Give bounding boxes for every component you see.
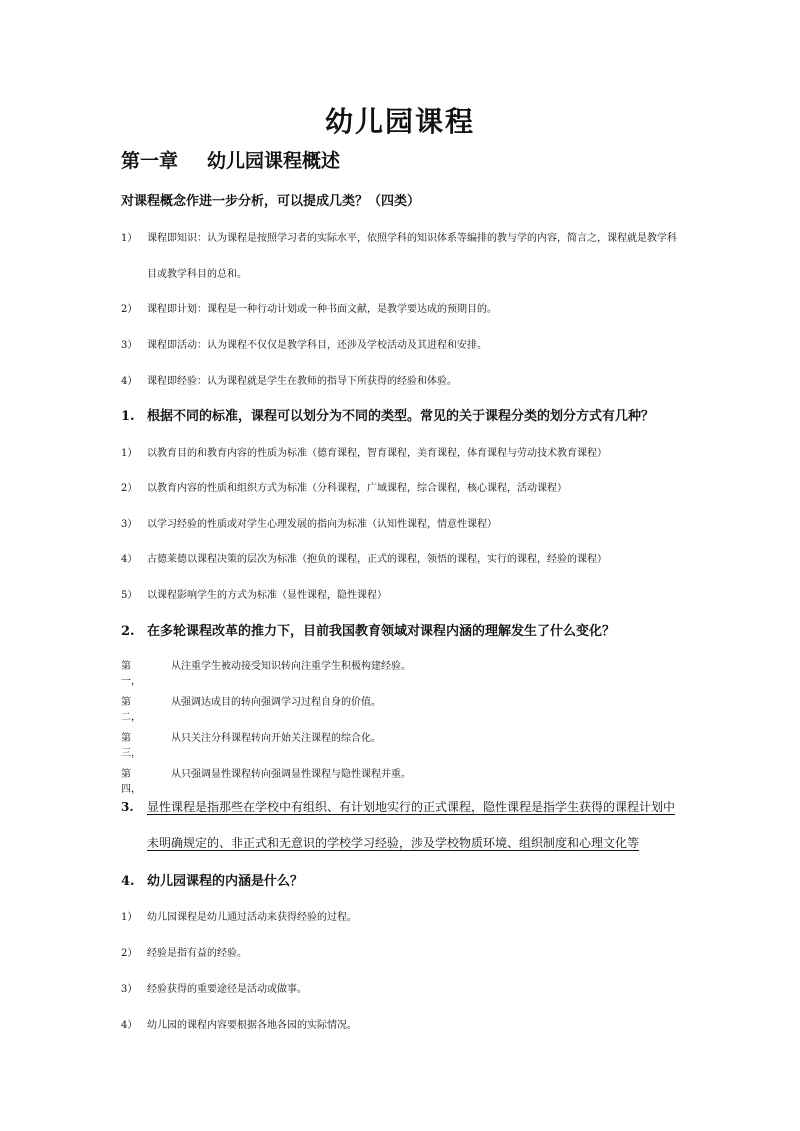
question-heading: 2. 在多轮课程改革的推力下，目前我国教育领域对课程内涵的理解发生了什么变化？	[121, 624, 616, 639]
document-title: 幼儿园课程	[324, 105, 475, 138]
chapter-number: 第一章	[121, 150, 179, 172]
chapter-heading	[121, 146, 340, 173]
definition-paragraph-continuation: 未明确规定的、非正式和无意识的学校学习经验，涉及学校物质环境、组织制度和心理文化等	[147, 836, 640, 850]
list-item-continuation: 目或教学科目的总和。	[147, 269, 247, 280]
question-heading: 1. 根据不同的标准，课程可以划分为不同的类型。常见的关于课程分类的划分方式有几种？	[121, 409, 655, 424]
chapter-name: 幼儿园课程概述	[207, 150, 341, 172]
definition-paragraph: 3. 显性课程是指那些在学校中有组织、有计划地实行的正式课程，隐性课程是指学生获得的课程计划中	[121, 800, 676, 814]
question-heading: 对课程概念作进一步分析，可以提成几类？（四类）	[121, 194, 421, 209]
question-heading: 4. 幼儿园课程的内涵是什么？	[121, 874, 304, 889]
